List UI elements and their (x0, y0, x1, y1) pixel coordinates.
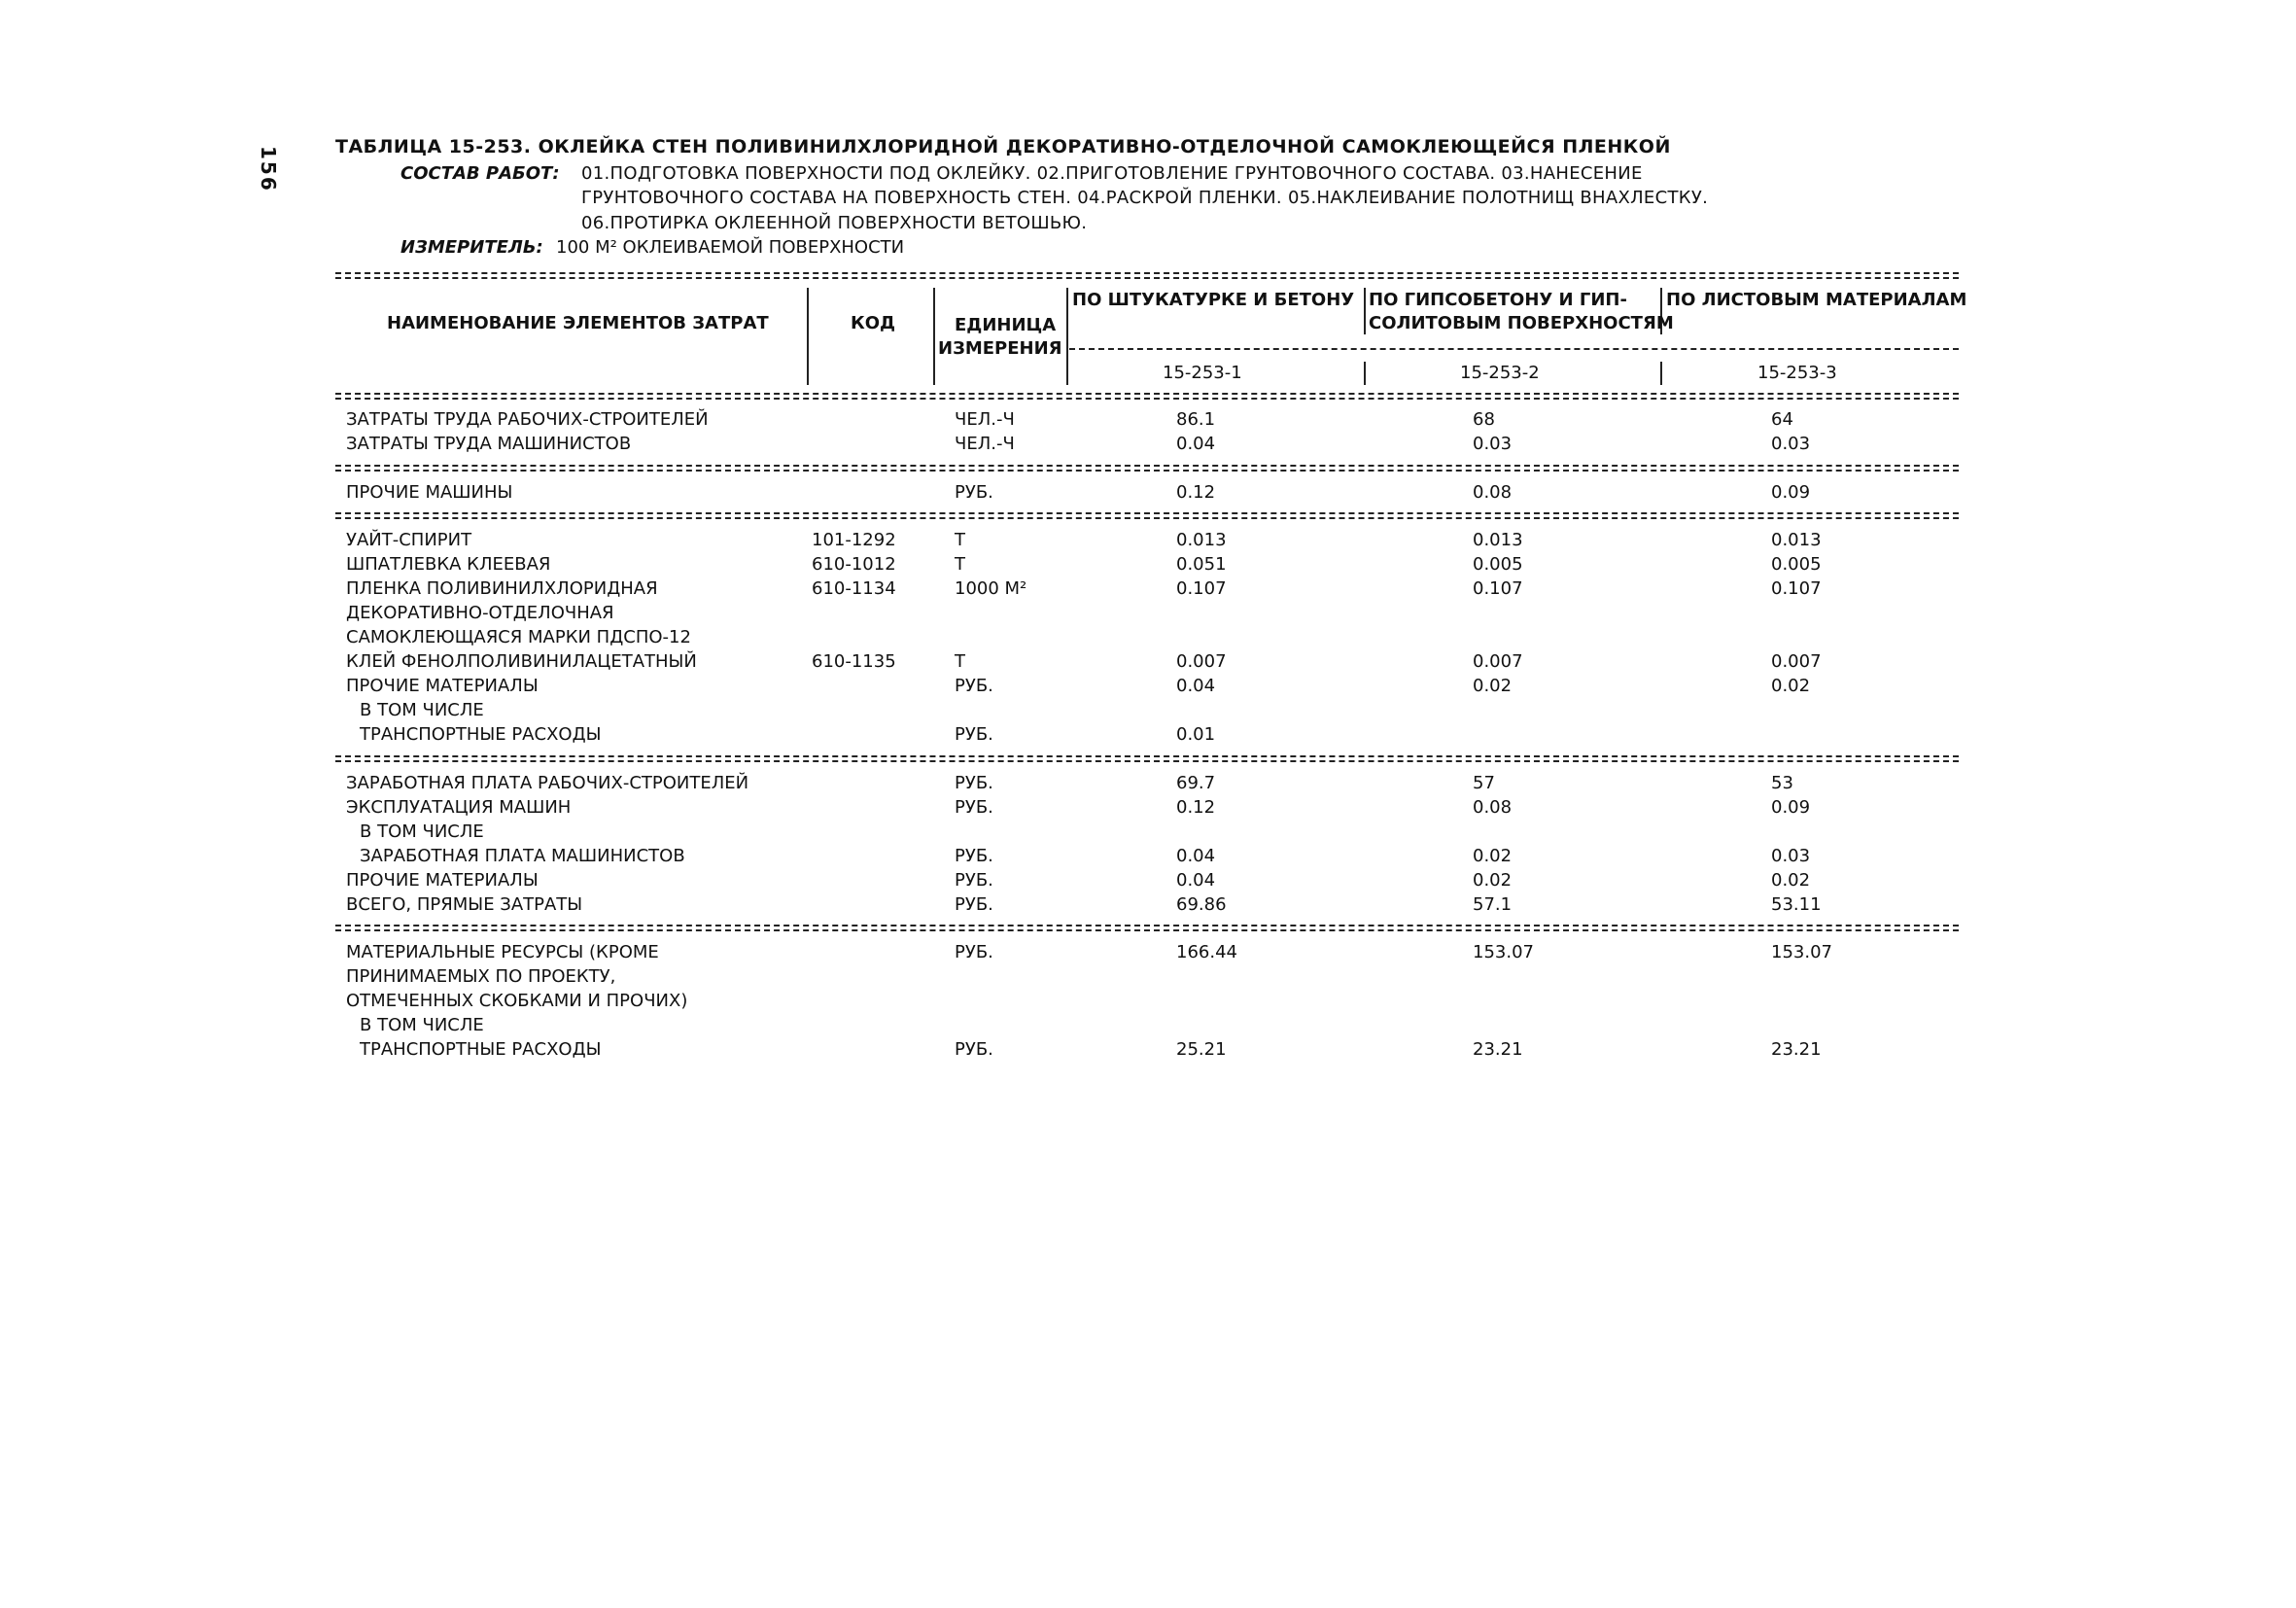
header-col2-code: 15-253-2 (1460, 363, 1540, 383)
header-code: КОД (851, 313, 896, 333)
row-unit: 1000 М² (955, 578, 1027, 599)
group-rule (335, 517, 1959, 519)
row-value-3: 153.07 (1771, 942, 1832, 962)
row-value-1: 166.44 (1176, 942, 1237, 962)
row-code: 610-1135 (812, 651, 896, 672)
composition-line: ГРУНТОВОЧНОГО СОСТАВА НА ПОВЕРХНОСТЬ СТЕН. 04.РАСКРОЙ ПЛЕНКИ. 05.НАКЛЕИВАНИЕ ПОЛОТНИЩ ВНАХЛЕСТКУ. (581, 188, 1709, 208)
row-unit: РУБ. (955, 894, 993, 915)
header-sub-rule (1069, 348, 1959, 350)
row-name: ПРОЧИЕ МАТЕРИАЛЫ (346, 870, 539, 891)
header-name: НАИМЕНОВАНИЕ ЭЛЕМЕНТОВ ЗАТРАТ (387, 313, 769, 333)
row-name: ОТМЕЧЕННЫХ СКОБКАМИ И ПРОЧИХ) (346, 991, 688, 1011)
row-name: ШПАТЛЕВКА КЛЕЕВАЯ (346, 554, 551, 575)
table-top-rule (335, 272, 1959, 274)
row-unit: РУБ. (955, 1039, 993, 1060)
group-rule (335, 512, 1959, 514)
row-unit: РУБ. (955, 724, 993, 745)
row-value-3: 0.09 (1771, 797, 1811, 818)
row-value-3: 0.03 (1771, 434, 1811, 454)
row-value-1: 0.04 (1176, 676, 1216, 696)
row-value-2: 0.007 (1473, 651, 1523, 672)
row-value-1: 0.107 (1176, 578, 1227, 599)
row-value-2: 0.02 (1473, 846, 1513, 866)
row-unit: Т (955, 554, 965, 575)
row-name: В ТОМ ЧИСЛЕ (360, 1015, 484, 1035)
measure-label: ИЗМЕРИТЕЛЬ: (400, 237, 543, 258)
row-name: ПРИНИМАЕМЫХ ПО ПРОЕКТУ, (346, 966, 616, 987)
row-value-1: 86.1 (1176, 409, 1216, 430)
row-name: ВСЕГО, ПРЯМЫЕ ЗАТРАТЫ (346, 894, 583, 915)
row-name: ЗАТРАТЫ ТРУДА РАБОЧИХ-СТРОИТЕЛЕЙ (346, 409, 709, 430)
row-name: ДЕКОРАТИВНО-ОТДЕЛОЧНАЯ (346, 603, 614, 623)
row-value-2: 0.107 (1473, 578, 1523, 599)
row-unit: ЧЕЛ.-Ч (955, 434, 1015, 454)
row-name: ТРАНСПОРТНЫЕ РАСХОДЫ (360, 1039, 602, 1060)
header-unit: ЕДИНИЦА (955, 315, 1057, 335)
row-value-3: 0.005 (1771, 554, 1822, 575)
row-value-2: 68 (1473, 409, 1495, 430)
header-col1-title: ПО ШТУКАТУРКЕ И БЕТОНУ (1072, 290, 1355, 310)
row-value-2: 57 (1473, 773, 1495, 793)
composition-line: 06.ПРОТИРКА ОКЛЕЕННОЙ ПОВЕРХНОСТИ ВЕТОШЬЮ. (581, 213, 1088, 233)
row-value-2: 0.013 (1473, 530, 1523, 550)
header-col3-title: ПО ЛИСТОВЫМ МАТЕРИАЛАМ (1666, 290, 1967, 310)
row-value-2: 0.02 (1473, 870, 1513, 891)
row-name: ПРОЧИЕ МАТЕРИАЛЫ (346, 676, 539, 696)
row-name: ЗАРАБОТНАЯ ПЛАТА РАБОЧИХ-СТРОИТЕЛЕЙ (346, 773, 749, 793)
measure-value: 100 М² ОКЛЕИВАЕМОЙ ПОВЕРХНОСТИ (556, 237, 905, 258)
header-col2-title: ПО ГИПСОБЕТОНУ И ГИП- (1369, 290, 1627, 310)
row-name: ПРОЧИЕ МАШИНЫ (346, 482, 513, 503)
group-rule (335, 465, 1959, 467)
row-unit: Т (955, 530, 965, 550)
row-unit: РУБ. (955, 942, 993, 962)
row-value-1: 0.051 (1176, 554, 1227, 575)
row-value-2: 0.005 (1473, 554, 1523, 575)
row-name: ЗАРАБОТНАЯ ПЛАТА МАШИНИСТОВ (360, 846, 685, 866)
row-code: 610-1012 (812, 554, 896, 575)
row-unit: РУБ. (955, 676, 993, 696)
row-value-1: 0.013 (1176, 530, 1227, 550)
row-value-3: 0.03 (1771, 846, 1811, 866)
row-value-1: 0.12 (1176, 797, 1216, 818)
column-divider (1066, 288, 1068, 385)
row-value-3: 53.11 (1771, 894, 1822, 915)
header-col1-code: 15-253-1 (1163, 363, 1242, 383)
row-value-1: 69.86 (1176, 894, 1227, 915)
row-value-3: 64 (1771, 409, 1793, 430)
composition-label: СОСТАВ РАБОТ: (400, 163, 560, 184)
row-code: 101-1292 (812, 530, 896, 550)
header-col2-title: СОЛИТОВЫМ ПОВЕРХНОСТЯМ (1369, 313, 1674, 333)
header-unit: ИЗМЕРЕНИЯ (938, 338, 1062, 359)
column-divider (1364, 288, 1366, 334)
row-name: МАТЕРИАЛЬНЫЕ РЕСУРСЫ (КРОМЕ (346, 942, 659, 962)
row-value-3: 0.02 (1771, 870, 1811, 891)
row-unit: РУБ. (955, 797, 993, 818)
column-divider (807, 288, 809, 385)
row-value-3: 0.107 (1771, 578, 1822, 599)
page-number: 156 (257, 146, 280, 192)
row-name: ЗАТРАТЫ ТРУДА МАШИНИСТОВ (346, 434, 632, 454)
row-name: ЭКСПЛУАТАЦИЯ МАШИН (346, 797, 572, 818)
header-col3-code: 15-253-3 (1757, 363, 1837, 383)
column-divider (1364, 362, 1366, 385)
row-value-1: 0.007 (1176, 651, 1227, 672)
group-rule (335, 760, 1959, 762)
row-value-2: 153.07 (1473, 942, 1534, 962)
row-value-2: 23.21 (1473, 1039, 1523, 1060)
row-name: В ТОМ ЧИСЛЕ (360, 700, 484, 720)
row-name: ПЛЕНКА ПОЛИВИНИЛХЛОРИДНАЯ (346, 578, 658, 599)
row-value-2: 0.08 (1473, 797, 1513, 818)
row-value-2: 0.02 (1473, 676, 1513, 696)
row-value-2: 57.1 (1473, 894, 1513, 915)
row-unit: РУБ. (955, 870, 993, 891)
group-rule (335, 755, 1959, 757)
table-top-rule (335, 277, 1959, 279)
row-value-3: 0.007 (1771, 651, 1822, 672)
row-name: ТРАНСПОРТНЫЕ РАСХОДЫ (360, 724, 602, 745)
header-bottom-rule (335, 393, 1959, 395)
group-rule (335, 929, 1959, 931)
row-value-2: 0.08 (1473, 482, 1513, 503)
row-unit: ЧЕЛ.-Ч (955, 409, 1015, 430)
composition-line: 01.ПОДГОТОВКА ПОВЕРХНОСТИ ПОД ОКЛЕЙКУ. 02.ПРИГОТОВЛЕНИЕ ГРУНТОВОЧНОГО СОСТАВА. 03.НАНЕСЕНИЕ (581, 163, 1643, 184)
row-value-3: 0.09 (1771, 482, 1811, 503)
row-value-1: 0.12 (1176, 482, 1216, 503)
row-value-1: 69.7 (1176, 773, 1216, 793)
header-bottom-rule (335, 398, 1959, 400)
row-value-3: 0.013 (1771, 530, 1822, 550)
row-code: 610-1134 (812, 578, 896, 599)
row-value-3: 0.02 (1771, 676, 1811, 696)
row-value-1: 0.04 (1176, 846, 1216, 866)
row-value-2: 0.03 (1473, 434, 1513, 454)
row-name: В ТОМ ЧИСЛЕ (360, 821, 484, 842)
row-value-1: 0.01 (1176, 724, 1216, 745)
group-rule (335, 925, 1959, 926)
row-value-3: 23.21 (1771, 1039, 1822, 1060)
row-name: УАЙТ-СПИРИТ (346, 530, 472, 550)
row-unit: РУБ. (955, 482, 993, 503)
row-value-1: 25.21 (1176, 1039, 1227, 1060)
row-unit: РУБ. (955, 846, 993, 866)
row-name: КЛЕЙ ФЕНОЛПОЛИВИНИЛАЦЕТАТНЫЙ (346, 651, 697, 672)
row-unit: РУБ. (955, 773, 993, 793)
column-divider (933, 288, 935, 385)
row-unit: Т (955, 651, 965, 672)
row-value-3: 53 (1771, 773, 1793, 793)
group-rule (335, 470, 1959, 472)
column-divider (1660, 362, 1662, 385)
table-title: ТАБЛИЦА 15-253. ОКЛЕЙКА СТЕН ПОЛИВИНИЛХЛОРИДНОЙ ДЕКОРАТИВНО-ОТДЕЛОЧНОЙ САМОКЛЕЮЩЕЙСЯ ПЛЕНКОЙ (335, 136, 1671, 157)
row-name: САМОКЛЕЮЩАЯСЯ МАРКИ ПДСПО-12 (346, 627, 691, 647)
row-value-1: 0.04 (1176, 434, 1216, 454)
row-value-1: 0.04 (1176, 870, 1216, 891)
